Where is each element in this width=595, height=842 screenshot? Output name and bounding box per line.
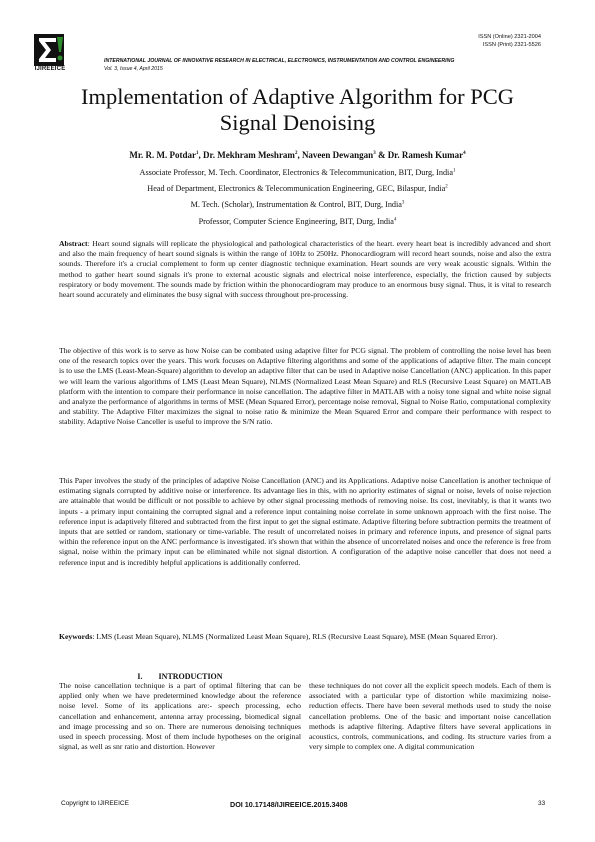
author-sup: 4 xyxy=(463,151,466,156)
author-sep: , xyxy=(297,150,302,160)
affiliation-sup: 1 xyxy=(452,168,456,174)
footer-doi: DOI 10.17148/IJIREEICE.2015.3408 xyxy=(230,800,348,809)
author-list xyxy=(40,150,555,160)
abstract-text: : Heart sound signals will replicate the physiological and pathological characteristics of the heart. every heart beat is incredibly advanced and short and also the main frequency of heart sound signals is within the range of 10Hz to 250Hz. Phonocardiogram will record heart sounds, noise and also the extra sounds. Therefore it's a crucial complement to form up center diagnostic technique examination. Heart sounds are very weak acoustic signals. Within the method to gather heart sound signals it's prone to external acoustic signals and electrical noise interference, especially, the friction caused by subjects respiratory or body movement. The sounds made by friction within the phonocardiogram may produce to an enormous busy signal. Thus, it is vital to research heart sound accurately and eliminates the busy signal with success throughout pre-processing. xyxy=(59,239,551,300)
keywords-label: Keywords xyxy=(59,632,93,641)
page-number: 33 xyxy=(538,800,546,807)
affiliation-sup: 3 xyxy=(401,200,405,206)
affiliation-text: Associate Professor, M. Tech. Coordinator, Electronics & Telecommunication, BIT, Durg, India xyxy=(139,168,453,177)
abstract xyxy=(59,239,551,300)
body-paragraph-2: This Paper involves the study of the principles of adaptive Noise Cancellation (ANC) and its Applications. Adaptive noise Cancellation is another technique of estimating signals corrupted by additive noise or interference. Its advantage lies in this, with no apriority estimates of signal or noise, levels of noise rejection are attainable that would be difficult or not possible to achieve by other signal processing methods of removing noise. Its cost, inevitably, is that it wants two inputs - a primary input containing the corrupted signal and a reference input containing noise correlate in some unknown approach with the first noise. The reference input is adaptively filtered and subtracted from the first input to get the signal estimate. Adaptive filtering before subtraction permits the treatment of inputs that are settled or random, stationary or time-variable. The result of uncorrelated noises in primary and reference inputs, and presence of signal parts within the reference input on the ANC performance is investigated. it's shown that within the absence of uncorrelated noises and once the reference is free from signal, noise within the primary input can be eliminated while not signal distortion. A configuration of the adaptive noise canceller that does not need a reference input and is incredibly helpful applications is additionally conferred. xyxy=(59,476,551,567)
intro-column-right: these techniques do not cover all the explicit speech models. Each of them is associated with a particular type of distortion while maximizing noise-reduction effects. There have been several methods used to study the noise cancellation problems. One of the basic and important noise cancellation methods is adaptive filtering. Adaptive filters have several applications in acoustics, controls, communications, and coding. Its structure varies from a very simple to complex one. A digital communication xyxy=(309,681,551,752)
paper-title xyxy=(40,84,555,136)
author-name: Naveen Dewangan xyxy=(301,150,374,160)
affiliation-sup: 4 xyxy=(393,217,397,223)
abstract-label: Abstract xyxy=(59,239,88,248)
affiliation-text: Head of Department, Electronics & Telecommunication Engineering, GEC, Bilaspur, India xyxy=(147,184,446,193)
footer-copyright: Copyright to IJIREEICE xyxy=(61,800,129,807)
author-sep: , xyxy=(198,150,204,160)
author-name: Dr. Mekhram Meshram xyxy=(203,150,295,160)
affiliation-3 xyxy=(40,200,555,209)
issn-online: ISSN (Online) 2321-2004 xyxy=(478,34,541,40)
journal-name: INTERNATIONAL JOURNAL OF INNOVATIVE RESEARCH IN ELECTRICAL, ELECTRONICS, INSTRUMENTATION AND CONTROL ENGINEERING xyxy=(104,58,455,64)
section-number: I. xyxy=(137,672,143,681)
affiliation-text: Professor, Computer Science Engineering, BIT, Durg, India xyxy=(198,217,394,226)
volume-issue: Vol. 3, Issue 4, April 2015 xyxy=(104,66,163,72)
logo-text: IJIREEICE xyxy=(34,66,66,72)
affiliation-1 xyxy=(40,168,555,177)
title-line-1: Implementation of Adaptive Algorithm for PCG xyxy=(80,84,515,109)
section-title: INTRODUCTION xyxy=(158,672,223,681)
intro-column-left: The noise cancellation technique is a part of optimal filtering that can be applied only when we have predetermined knowledge about the reference noise level. Some of its applications are:- speech processing, echo cancellation and enhancement, antenna array processing, biomedical signal and image processing and so on. There are numerous denoising techniques used in speech processing. Most of them include hypotheses on the original signal, as well as snr ratio and distortion. However xyxy=(59,681,301,752)
affiliation-text: M. Tech. (Scholar), Instrumentation & Control, BIT, Durg, India xyxy=(190,200,402,209)
issn-block xyxy=(478,33,541,49)
keywords-text: : LMS (Least Mean Square), NLMS (Normalized Least Mean Square), RLS (Recursive Least Square), MSE (Mean Squared Error). xyxy=(92,632,498,641)
affiliation-sup: 2 xyxy=(445,184,448,190)
author-name: Mr. R. M. Potdar xyxy=(129,150,197,160)
body-paragraph-1: The objective of this work is to serve as how Noise can be combated using adaptive filter for PCG signal. The problem of controlling the noise level has been one of the research topics over the years. This work focuses on Adaptive filtering algorithms and some of the applications of adaptive filter. The main concept is to use the LMS (Least-Mean-Square) algorithm to develop an adaptive filter that can be used in Adaptive noise Cancellation (ANC) application. In this paper we will learn the various algorithms of LMS (Least Mean Square), NLMS (Normalized Least Mean Square) and RLS (Recursive Least Square) on MATLAB platform with the intention to compare their performance in noise cancellation. The adaptive filter in MATLAB with a noisy tone signal and white noise signal and analyze the performance of algorithms in terms of MSE (Mean Squared Error), percentage noise removal, Signal to Noise Ratio, computational complexity and stability. The Adaptive Filter maximizes the signal to noise ratio & minimize the Mean Squared Error and compare their performance with respect to stability. Adaptive Noise Canceller is useful to improve the S/N ratio. xyxy=(59,346,551,427)
title-line-2: Signal Denoising xyxy=(219,110,376,135)
affiliation-4 xyxy=(40,217,555,226)
author-sup: 3 xyxy=(373,151,376,156)
issn-print: ISSN (Print) 2321-5526 xyxy=(482,42,541,48)
author-sup: 1 xyxy=(196,151,199,156)
section-heading xyxy=(59,672,301,681)
keywords xyxy=(59,632,551,642)
journal-logo xyxy=(34,34,64,66)
author-sep: & xyxy=(375,150,388,160)
author-sup: 2 xyxy=(294,151,298,156)
affiliation-2 xyxy=(40,184,555,193)
author-name: Dr. Ramesh Kumar xyxy=(387,150,464,160)
